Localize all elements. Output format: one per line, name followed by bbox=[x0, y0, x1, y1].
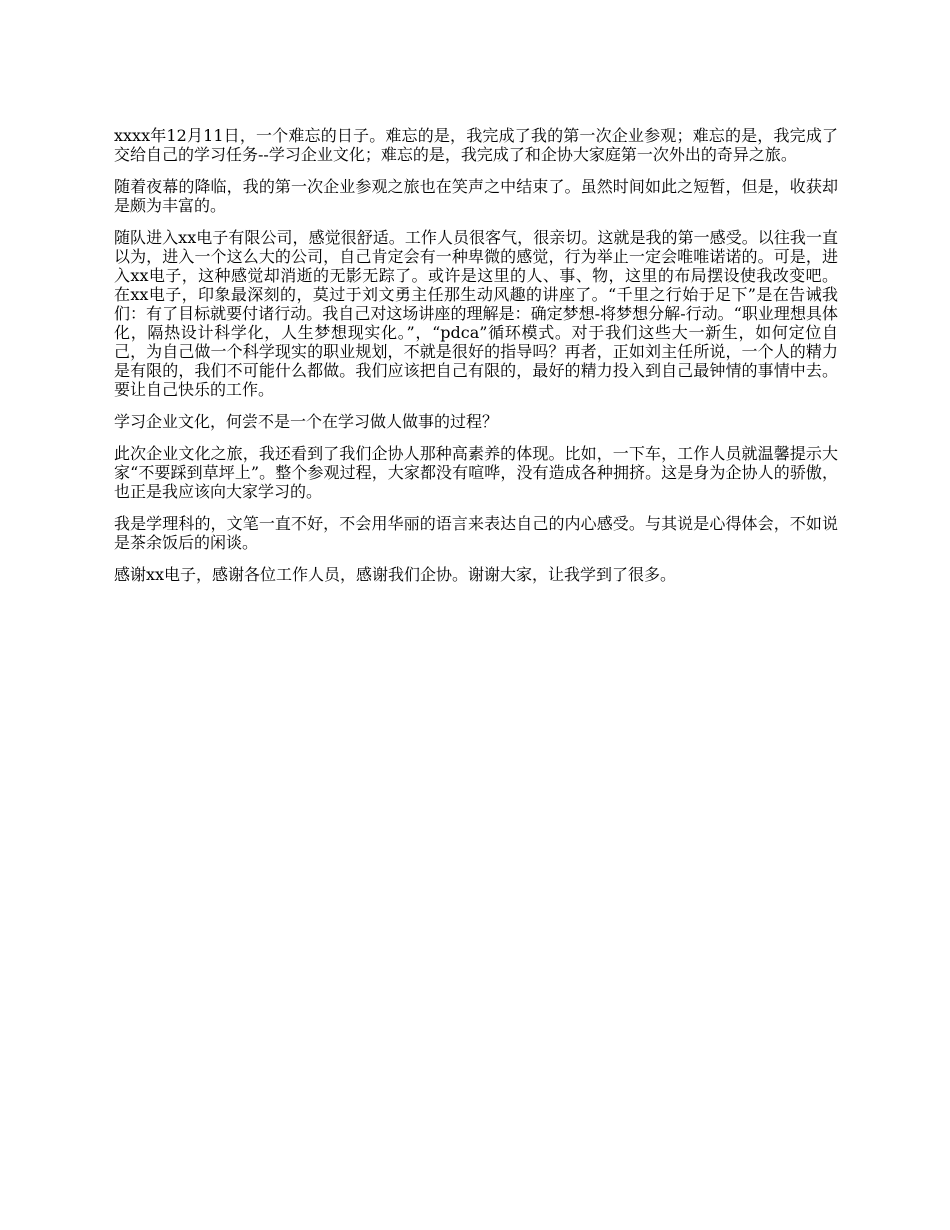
paragraph-1: xxxx年12月11日，一个难忘的日子。难忘的是，我完成了我的第一次企业参观；难忘的是，我完成了交给自己的学习任务--学习企业文化；难忘的是，我完成了和企协大家庭第一次外出的奇异之旅。 bbox=[114, 126, 838, 164]
paragraph-4: 学习企业文化，何尝不是一个在学习做人做事的过程？ bbox=[114, 412, 499, 431]
paragraph-2: 随着夜幕的降临，我的第一次企业参观之旅也在笑声之中结束了。虽然时间如此之短暂，但是，收获却是颇为丰富的。 bbox=[114, 177, 838, 215]
document-body bbox=[114, 126, 838, 597]
paragraph-5: 此次企业文化之旅，我还看到了我们企协人那种高素养的体现。比如，一下车，工作人员就温馨提示大家“不要踩到草坪上”。整个参观过程，大家都没有喧哗，没有造成各种拥挤。这是身为企协人的骄傲，也正是我应该向大家学习的。 bbox=[114, 444, 838, 501]
paragraph-7: 感谢xx电子，感谢各位工作人员，感谢我们企协。谢谢大家，让我学到了很多。 bbox=[114, 565, 677, 584]
paragraph-6: 我是学理科的，文笔一直不好，不会用华丽的语言来表达自己的内心感受。与其说是心得体会，不如说是茶余饭后的闲谈。 bbox=[114, 514, 838, 552]
paragraph-3: 随队进入xx电子有限公司，感觉很舒适。工作人员很客气，很亲切。这就是我的第一感受。以往我一直以为，进入一个这么大的公司，自己肯定会有一种卑微的感觉，行为举止一定会唯唯诺诺的。可是，进入xx电子，这种感觉却消逝的无影无踪了。或许是这里的人、事、物，这里的布局摆设使我改变吧。 在xx电子，印象最深刻的，莫过于刘文勇主任那生动风趣的讲座了。“千里之行始于足下”是在告诫我们：有了目标就要付诸行动。我自己对这场讲座的理解是：确定梦想-将梦想分解-行动。“职业理想具体化，隔热设计科学化，人生梦想现实化。”，“pdca”循环模式。对于我们这些大一新生，如何定位自己，为自己做一个科学现实的职业规划，不就是很好的指导吗？再者，正如刘主任所说，一个人的精力是有限的，我们不可能什么都做。我们应该把自己有限的，最好的精力投入到自己最钟情的事情中去。要让自己快乐的工作。 bbox=[114, 228, 838, 399]
